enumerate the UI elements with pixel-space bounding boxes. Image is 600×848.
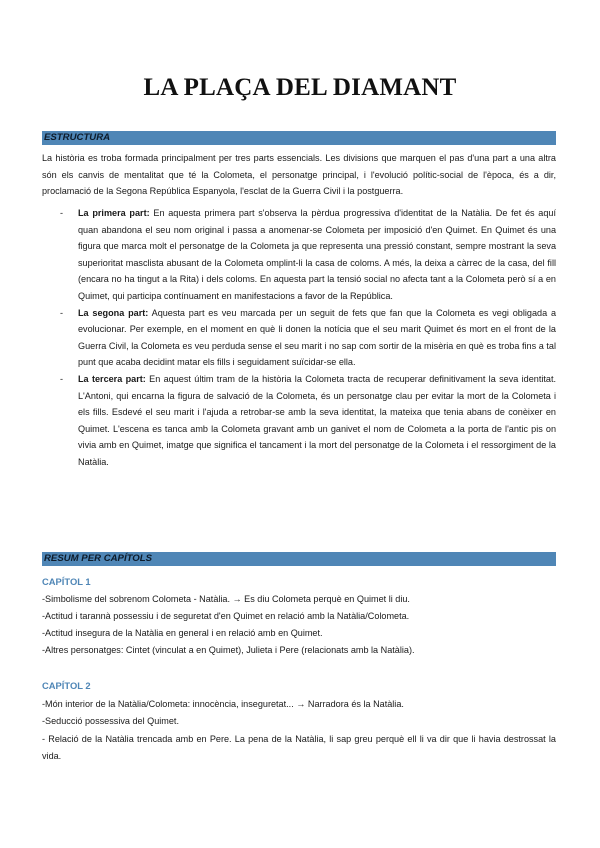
chapter-1-line: -Actitud i tarannà possessiu i de seguretat d'en Quimet en relació amb la Natàlia/Colometa. <box>42 611 410 621</box>
list-item <box>42 205 556 305</box>
part-text: En aquesta primera part s'observa la pèrdua progressiva d'identitat de la Natàlia. De fet és aquí quan abandona el seu nom original i passa a anomenar-se Colometa per imposició d'en Quimet. En Quimet és una figura que marca molt el personatge de la Colometa ja que representa una pressió constant, sempre mostrant la seva superioritat masclista abusant de la Colometa omplint-li la casa de coloms. A més, la deixa a càrrec de la casa, del fill (encara no ha tingut a la Rita) i dels coloms. En aquesta part la tensió social no afecta tant a la Colometa però sí a en Quimet, qui participa contínuament en manifestacions a favor de la República. <box>78 208 557 301</box>
part-text: Aquesta part es veu marcada per un seguit de fets que fan que la Colometa es vegi obligada a evolucionar. Per exemple, en el moment en què li donen la notícia que el seu marit Quimet és mort en el front de la Guerra Civil, la Colometa es veu perduda sense el seu marit i no sap com sortir de la misèria en què es troba fins a tal punt que acaba decidint matar els fills i seguidament suïcidar-se ella. <box>78 307 556 368</box>
section-heading-structure: ESTRUCTURA <box>42 131 556 145</box>
dash-bullet-icon: - <box>60 307 64 318</box>
chapter-1-line: -Actitud insegura de la Natàlia en general i en relació amb en Quimet. <box>42 628 323 638</box>
dash-bullet-icon: - <box>60 208 64 218</box>
part-label: La segona part: <box>78 307 149 318</box>
part-text: En aquest últim tram de la història la Colometa tracta de recuperar definitivament la seva identitat. L'Antoni, qui encarna la figura de salvació de la Colometa, és un personatge clau per evitar la mort de la Colometa i els fills. Esdevé el seu marit i l'ajuda a retrobar-se amb la seva identitat, la mateixa que tenia abans de conèixer en Quimet. L'escena es tanca amb la Colometa gravant amb un ganivet el nom de Colometa a la porta de l'antic pis on vivia amb en Quimet, imatge que significa el tancament i la mort del personatge de la Colometa i el ressorgiment de la Natàlia. <box>78 373 557 467</box>
part-label: La tercera part: <box>78 373 146 384</box>
part-label: La primera part: <box>78 208 150 218</box>
list-item <box>42 371 556 471</box>
chapter-2-line: -Món interior de la Natàlia/Colometa: innocència, inseguretat... → Narradora és la Natàlia. <box>42 699 404 709</box>
structure-parts-list <box>42 205 556 471</box>
structure-intro: La història es troba formada principalment per tres parts essencials. Les divisions que marquen el pas d'una part a una altra són els canvis de mentalitat que té la Colometa, el personatge principal, i l'evolució polític-social de l'època, és a dir, proclamació de la Segona República Espanyola, l'esclat de la Guerra Civil i la postguerra. <box>42 153 556 197</box>
chapter-2-title: CAPÍTOL 2 <box>42 680 91 691</box>
chapter-2-line: -Seducció possessiva del Quimet. <box>42 716 179 726</box>
chapter-1-line: -Simbolisme del sobrenom Colometa - Natàlia. → Es diu Colometa perquè en Quimet li diu. <box>42 594 410 604</box>
dash-bullet-icon: - <box>60 373 64 384</box>
chapter-1-title: CAPÍTOL 1 <box>42 576 91 587</box>
list-item <box>42 305 556 371</box>
section-heading-summary: RESUM PER CAPÍTOLS <box>42 552 556 566</box>
chapter-1-line: -Altres personatges: Cintet (vinculat a en Quimet), Julieta i Pere (relacionats amb la Natàlia). <box>42 645 415 655</box>
chapter-2-line: - Relació de la Natàlia trencada amb en Pere. La pena de la Natàlia, li sap greu perquè ell li va dir que li havia destrossat la vida. <box>42 734 556 761</box>
document-title: LA PLAÇA DEL DIAMANT <box>143 74 457 101</box>
